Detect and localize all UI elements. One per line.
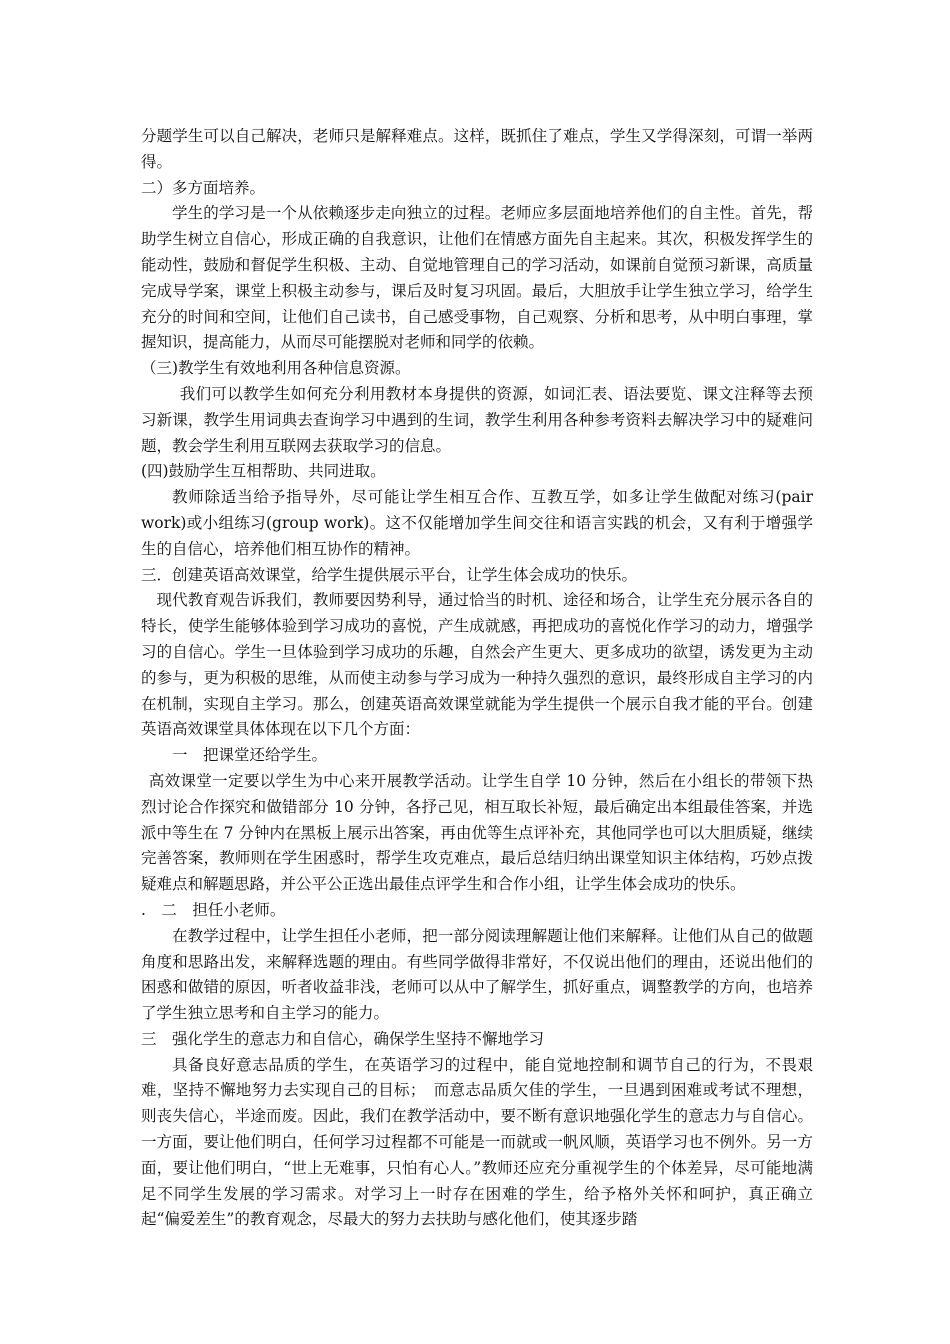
section-heading-2: 二）多方面培养。 (141, 178, 266, 197)
subheading-willpower: 三 强化学生的意志力和自信心，确保学生坚持不懈地学习 (141, 1029, 545, 1048)
section-heading-3: （三)教学生有效地利用各种信息资源。 (141, 359, 411, 378)
paragraph-efficient-class: 高效课堂一定要以学生为中心来开展教学活动。让学生自学 10 分钟，然后在小组长的带领下热烈讨论合作探究和做错部分 10 分钟，各抒己见，相互取长补短，最后确定出本组最佳答案，并选派中等生在 7 分钟内在黑板上展示出答案，再由优等生点评补充，其他同学也可以大胆质疑，继续完善答案，教师则在学生困惑时，帮学生攻克难点，最后总结归纳出课堂知识主体结构，巧妙点拨疑难点和解题思路，并公平公正选出最佳点评学生和合作小组，让学生体会成功的快乐。 (141, 771, 813, 894)
paragraph-willpower: 具备良好意志品质的学生，在英语学习的过程中，能自觉地控制和调节自己的行为，不畏艰难，坚持不懈地努力去实现自己的目标； 而意志品质欠佳的学生，一旦遇到困难或考试不理想，则丧失信心，半途而废。因此，我们在教学活动中，要不断有意识地强化学生的意志力与自信心。一方面，要让他们明白，任何学习过程都不可能是一而就或一帆风顺，英语学习也不例外。另一方面，要让他们明白，“世上无难事，只怕有心人。”教师还应充分重视学生的个体差异，尽可能地满足不同学生发展的学习需求。对学习上一时存在困难的学生，给予格外关怀和呵护，真正确立起“偏爱差生”的教育观念，尽最大的努力去扶助与感化他们，使其逐步踏 (141, 1055, 813, 1229)
paragraph-continuation: 分题学生可以自己解决，老师只是解释难点。这样，既抓住了难点，学生又学得深刻，可谓一举两得。 (141, 127, 813, 171)
section-heading-4: (四)鼓励学生互相帮助、共同进取。 (141, 462, 386, 481)
section-heading-three: 三．创建英语高效课堂，给学生提供展示平台，让学生体会成功的快乐。 (141, 565, 638, 584)
subheading-little-teacher: . 二 担任小老师。 (141, 900, 286, 919)
paragraph-autonomy: 学生的学习是一个从依赖逐步走向独立的过程。老师应多层面地培养他们的自主性。首先，帮助学生树立自信心，形成正确的自我意识，让他们在情感方面先自主起来。其次，积极发挥学生的能动性，鼓励和督促学生积极、主动、自觉地管理自己的学习活动，如课前自觉预习新课，高质量完成导学案，课堂上积极主动参与，课后及时复习巩固。最后，大胆放手让学生独立学习，给学生充分的时间和空间，让他们自己读书，自己感受事物，自己观察、分析和思考，从中明白事理，掌握知识，提高能力，从而尽可能摆脱对老师和同学的依赖。 (141, 204, 813, 352)
document-body (141, 124, 813, 1233)
paragraph-modern-education: 现代教育观告诉我们，教师要因势利导，通过恰当的时机、途径和场合，让学生充分展示各自的特长，使学生能够体验到学习成功的喜悦，产生成就感，再把成功的喜悦化作学习的动力，增强学习的自信心。学生一旦体验到学习成功的乐趣，自然会产生更大、更多成功的欲望，诱发更为主动的参与，更为积极的思维，从而使主动参与学习成为一种持久强烈的意识，最终形成自主学习的内在机制，实现自主学习。那么，创建英语高效课堂就能为学生提供一个展示自我才能的平台。创建英语高效课堂具体体现在以下几个方面： (141, 591, 813, 739)
subheading-return-classroom: 一 把课堂还给学生。 (172, 746, 328, 765)
paragraph-little-teacher: 在教学过程中，让学生担任小老师，把一部分阅读理解题让他们来解释。让他们从自己的做题角度和思路出发，来解释选题的理由。有些同学做得非常好，不仅说出他们的理由，还说出他们的困惑和做错的原因，听者收益非浅，老师可以从中了解学生，抓好重点，调整教学的方向，也培养了学生独立思考和自主学习的能力。 (141, 926, 813, 1023)
paragraph-resources: 我们可以教学生如何充分利用教材本身提供的资源，如词汇表、语法要览、课文注释等去预习新课，教学生用词典去查询学习中遇到的生词，教学生利用各种参考资料去解决学习中的疑难问题，教会学生利用互联网去获取学习的信息。 (141, 384, 813, 455)
paragraph-cooperation: 教师除适当给予指导外，尽可能让学生相互合作、互教互学，如多让学生做配对练习(pair work)或小组练习(group work)。这不仅能增加学生间交往和语言实践的机会，又有利于增强学生的自信心，培养他们相互协作的精神。 (141, 488, 813, 558)
